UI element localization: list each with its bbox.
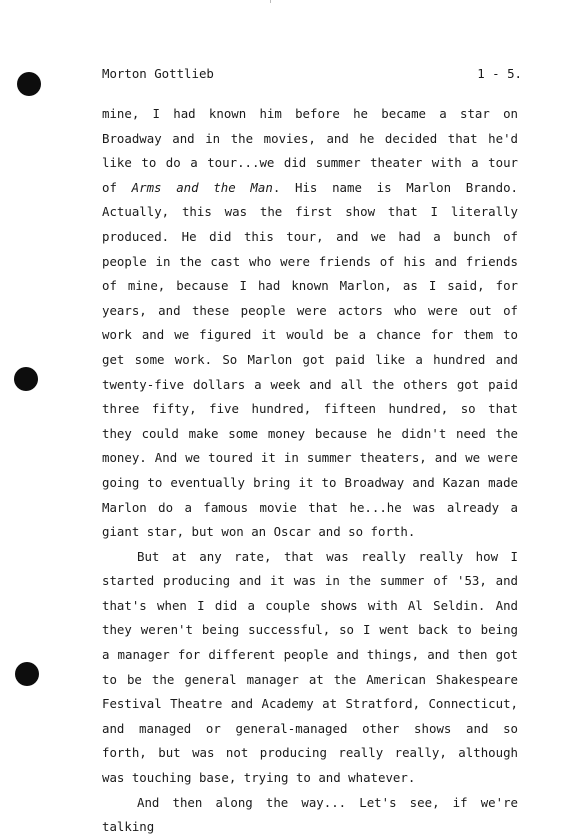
author-name: Morton Gottlieb (102, 66, 214, 81)
transcript-body (102, 102, 518, 840)
binder-hole-bottom (15, 662, 39, 686)
page-header (102, 66, 522, 84)
paragraph-2: But at any rate, that was really really how I started producing and it was in the summer of '53, and that's when I did a couple shows with Al Seldin. And they weren't being successful, so I went back to being a manager for different people and things, and then got to be the general manager at the American Shakespeare Festival Theatre and Academy at Stratford, Connecticut, and managed or general-managed other shows and so forth, but was not producing really really, although was touching base, trying to and whatever. (102, 548, 518, 786)
page-number: 1 - 5. (477, 66, 522, 81)
paragraph-1 (102, 102, 518, 545)
play-title: Arms and the Man (131, 179, 273, 195)
paragraph-1-after: . His name is Marlon Brando. Actually, this was the first show that I literally produced. He did this tour, and we had a bunch of people in the cast who were friends of his and friends of mine, because I had known Marlon, as I said, for years, and these people were actors who were out of work and we figured it would be a chance for them to get some work. So Marlon got paid like a hundred and twenty-five dollars a week and all the others got paid three fifty, five hundred, fifteen hundred, so that they could make some money because he didn't need the money. And we toured it in summer theaters, and we were going to eventually bring it to Broadway and Kazan made Marlon do a famous movie that he...he was already a giant star, but won an Oscar and so forth. (102, 179, 519, 540)
scan-mark (270, 0, 271, 3)
binder-hole-middle (14, 367, 38, 391)
paragraph-1-before: mine, I had known him before he became a star on Broadway and in the movies, and he decided that he'd like to do a tour...we did summer theater with a tour of (102, 106, 518, 195)
binder-hole-top (17, 72, 41, 96)
paragraph-3: And then along the way... Let's see, if we're talking (102, 794, 518, 835)
